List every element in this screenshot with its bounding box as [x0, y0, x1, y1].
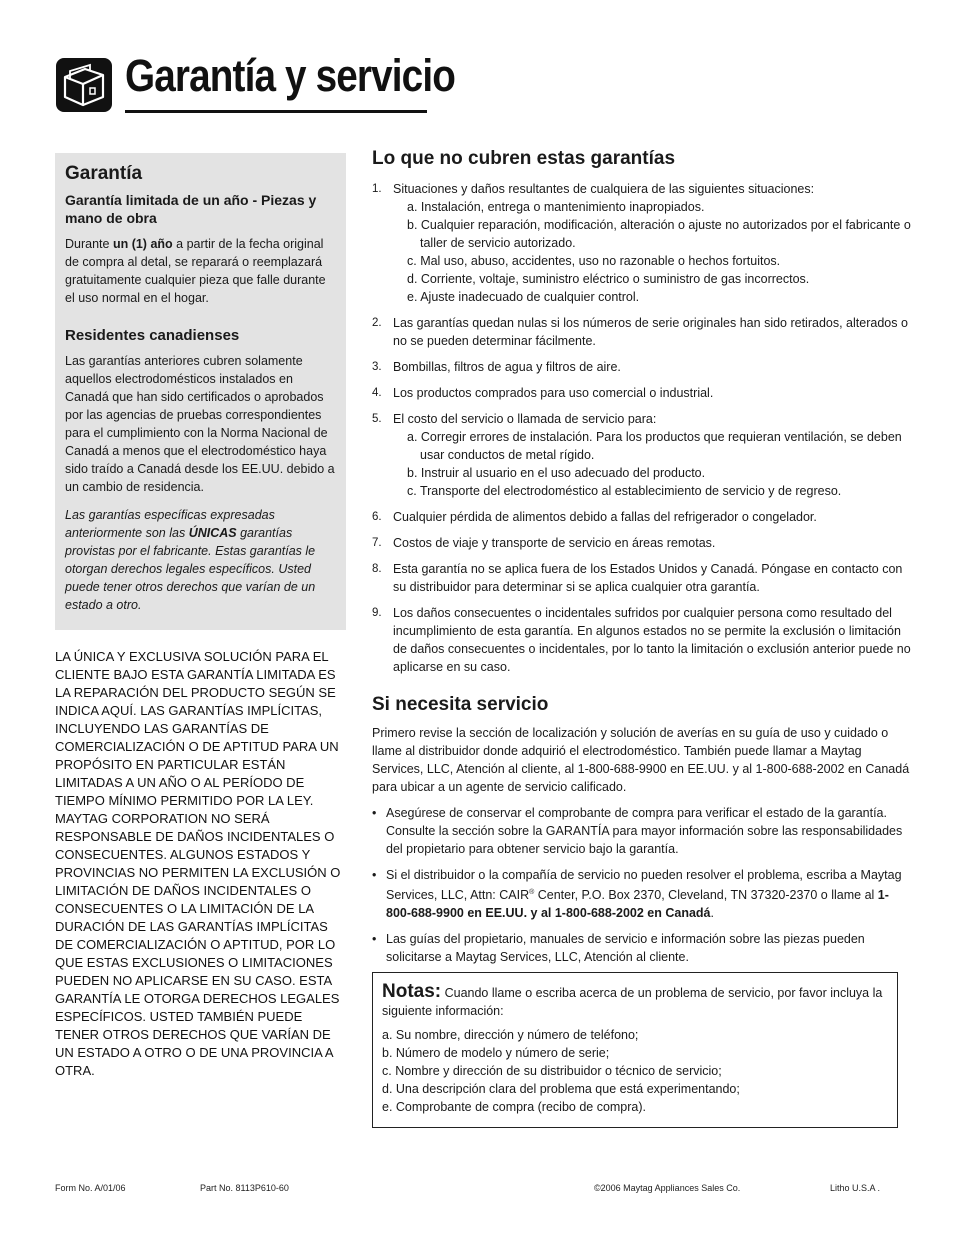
sub-item: d. Corriente, voltaje, suministro eléctrico o suministro de gas incorrectos. — [407, 272, 810, 286]
item-text: El costo del servicio o llamada de servicio para: — [393, 412, 657, 426]
warranty-box — [55, 153, 346, 630]
sub-item: b. Instruir al usuario en el uso adecuado del producto. — [407, 466, 706, 480]
notes-item: e. Comprobante de compra (recibo de compra). — [382, 1100, 647, 1114]
item-number: 9. — [372, 607, 382, 619]
not-covered-item — [372, 604, 912, 676]
sub-item: a. Instalación, entrega o mantenimiento inapropiados. — [407, 200, 705, 214]
disclaimer-text: LA ÚNICA Y EXCLUSIVA SOLUCIÓN PARA EL CLIENTE BAJO ESTA GARANTÍA LIMITADA ES LA REPARACIÓN DEL PRODUCTO SEGÚN SE INDICA AQUÍ. LAS GARANTÍAS IMPLÍCITAS, INCLUYENDO LAS GARANTÍAS DE COMERCIALIZACIÓN O DE APTITUD PARA UN PROPÓSITO EN PARTICULAR ESTÁN LIMITADAS A UN AÑO O AL PERÍODO DE TIEMPO MÍNIMO PERMITIDO POR LA LEY. MAYTAG CORPORATION NO SERÁ RESPONSABLE DE DAÑOS INCIDENTALES O CONSECUENTES. ALGUNOS ESTADOS Y PROVINCIAS NO PERMITEN LA EXCLUSIÓN O LIMITACIÓN DE DAÑOS INCIDENTALES O CONSECUENTES O LA LIMITACIÓN DE LA DURACIÓN DE LAS GARANTÍAS IMPLÍCITAS DE COMERCIALIZACIÓN O APTITUD, POR LO QUE ESTAS EXCLUSIONES O LIMITACIONES PUEDEN NO APLICARSE EN SU CASO. ESTA GARANTÍA LE OTORGA DERECHOS LEGALES ESPECÍFICOS. USTED TAMBIÉN PUEDE TENER OTROS DERECHOS QUE VARÍAN DE UN ESTADO A OTRO O DE UNA PROVINCIA A OTRA. — [55, 649, 341, 1078]
sub-item: e. Ajuste inadecuado de cualquier control. — [407, 290, 640, 304]
not-covered-item — [372, 314, 912, 350]
not-covered-item — [372, 358, 912, 376]
warranty-subheading: Garantía limitada de un año - Piezas y mano de obra — [65, 192, 317, 226]
not-covered-item — [372, 560, 912, 596]
item-number: 5. — [372, 413, 382, 425]
warranty-heading: Garantía — [65, 163, 143, 184]
sub-item: b. Cualquier reparación, modificación, alteración o ajuste no autorizados por el fabricante o taller de servicio autorizado. — [407, 218, 911, 250]
item-text: Los daños consecuentes o incidentales sufridos por cualquier persona como resultado del incumplimiento de esta garantía. En algunos estados no se permite la exclusión o limitación de daños consecuentes o incidentales, por lo tanto la limitación o exclusión anterior puede no aplicarse en su caso. — [393, 606, 911, 674]
service-heading: Si necesita servicio — [372, 694, 549, 715]
item-number: 6. — [372, 511, 382, 523]
toolbox-icon — [55, 57, 113, 113]
item-number: 8. — [372, 563, 382, 575]
right-column — [372, 148, 912, 974]
footer-form-no: Form No. A/01/06 — [55, 1183, 126, 1193]
service-bullet: • Las guías del propietario, manuales de servicio e información sobre las piezas pueden solicitarse a Maytag Services, LLC, Atención al cliente. — [372, 932, 865, 965]
bullet-icon: • — [372, 868, 377, 882]
notes-title: Notas: — [382, 981, 442, 1002]
footer-part-no: Part No. 8113P610-60 — [200, 1183, 289, 1193]
not-covered-item — [372, 508, 912, 526]
service-bullet: • Asegúrese de conservar el comprobante de compra para verificar el estado de la garantía. Consulte la sección sobre la GARANTÍA para mayor información sobre las responsabilidades del propietario para obtener servicio bajo la garantía. — [372, 806, 903, 856]
item-number: 7. — [372, 537, 382, 549]
notes-item: c. Nombre y dirección de su distribuidor o técnico de servicio; — [382, 1064, 722, 1078]
service-bullet: • Si el distribuidor o la compañía de servicio no pueden resolver el problema, escriba a Maytag Services, LLC, Attn: CAIR® Center, P.O. Box 2370, Cleveland, TN 37320-2370 o llame al 1-800-688-9900 en EE.UU. y al 1-800-688-2002 en Canadá. — [372, 868, 902, 921]
item-text: Las garantías quedan nulas si los números de serie originales han sido retirados, alterados o no se pueden determinar fácilmente. — [393, 316, 908, 348]
canada-paragraph: Las garantías anteriores cubren solamente aquellos electrodomésticos instalados en Canadá que han sido certificados o aprobados por las agencias de pruebas correspondientes para el cumplimiento con la Norma Nacional de Canadá a menos que el electrodoméstico haya sido traído a Canadá desde los EE.UU. debido a un cambio de residencia. — [65, 354, 335, 494]
item-text: Esta garantía no se aplica fuera de los Estados Unidos y Canadá. Póngase en contacto con su distribuidor para determinar si se aplica cualquier otra garantía. — [393, 562, 903, 594]
sub-list — [393, 198, 912, 306]
not-covered-list — [372, 180, 912, 676]
page-title: Garantía y servicio — [125, 50, 455, 101]
not-covered-item — [372, 534, 912, 552]
notes-item: d. Una descripción clara del problema que está experimentando; — [382, 1082, 740, 1096]
item-text: Los productos comprados para uso comercial o industrial. — [393, 386, 714, 400]
notes-intro: Notas: Cuando llame o escriba acerca de un problema de servicio, por favor incluya la siguiente información: — [382, 981, 883, 1018]
specific-warranties-note: Las garantías específicas expresadas anteriormente son las ÚNICAS garantías provistas por el fabricante. Estas garantías le otorgan derechos legales específicos. Usted puede tener otros derechos que varían de un estado a otro. — [65, 508, 316, 612]
item-text: Bombillas, filtros de agua y filtros de aire. — [393, 360, 621, 374]
item-text: Cualquier pérdida de alimentos debido a fallas del refrigerador o congelador. — [393, 510, 817, 524]
item-text: Situaciones y daños resultantes de cualquiera de las siguientes situaciones: — [393, 182, 815, 196]
title-underline — [125, 110, 427, 113]
sub-item: c. Mal uso, abuso, accidentes, uso no razonable o hechos fortuitos. — [407, 254, 781, 268]
notes-box — [372, 972, 898, 1128]
item-number: 4. — [372, 387, 382, 399]
canada-heading: Residentes canadienses — [65, 327, 240, 344]
footer-litho: Litho U.S.A . — [830, 1183, 881, 1193]
not-covered-item — [372, 410, 912, 500]
sub-item: c. Transporte del electrodoméstico al establecimiento de servicio y de regreso. — [407, 484, 842, 498]
sub-list — [393, 428, 912, 500]
item-number: 2. — [372, 317, 382, 329]
item-text: Costos de viaje y transporte de servicio en áreas remotas. — [393, 536, 716, 550]
service-intro: Primero revise la sección de localización y solución de averías en su guía de uso y cuidado o llame al distribuidor donde adquirió el electrodoméstico. También puede llamar a Maytag Services, LLC, Atención al cliente, al 1-800-688-9900 en EE.UU. y al 1-800-688-2002 en Canadá para ubicar a un agente de servicio calificado. — [372, 726, 910, 794]
not-covered-item — [372, 384, 912, 402]
bullet-icon: • — [372, 806, 377, 820]
item-number: 3. — [372, 361, 382, 373]
notes-item: b. Número de modelo y número de serie; — [382, 1046, 610, 1060]
sub-item: a. Corregir errores de instalación. Para los productos que requieran ventilación, se deben usar conductos de metal rígido. — [407, 430, 902, 462]
footer-copyright: ©2006 Maytag Appliances Sales Co. — [594, 1183, 741, 1193]
bullet-icon: • — [372, 932, 377, 947]
warranty-paragraph: Durante un (1) año a partir de la fecha original de compra al detal, se reparará o reemplazará gratuitamente cualquier pieza que falle durante el uso normal en el hogar. — [65, 237, 326, 305]
service-bullets — [372, 804, 912, 966]
not-covered-item — [372, 180, 912, 306]
notes-item: a. Su nombre, dirección y número de teléfono; — [382, 1028, 639, 1042]
item-number: 1. — [372, 183, 382, 195]
not-covered-heading: Lo que no cubren estas garantías — [372, 148, 676, 169]
notes-list — [382, 1026, 887, 1116]
